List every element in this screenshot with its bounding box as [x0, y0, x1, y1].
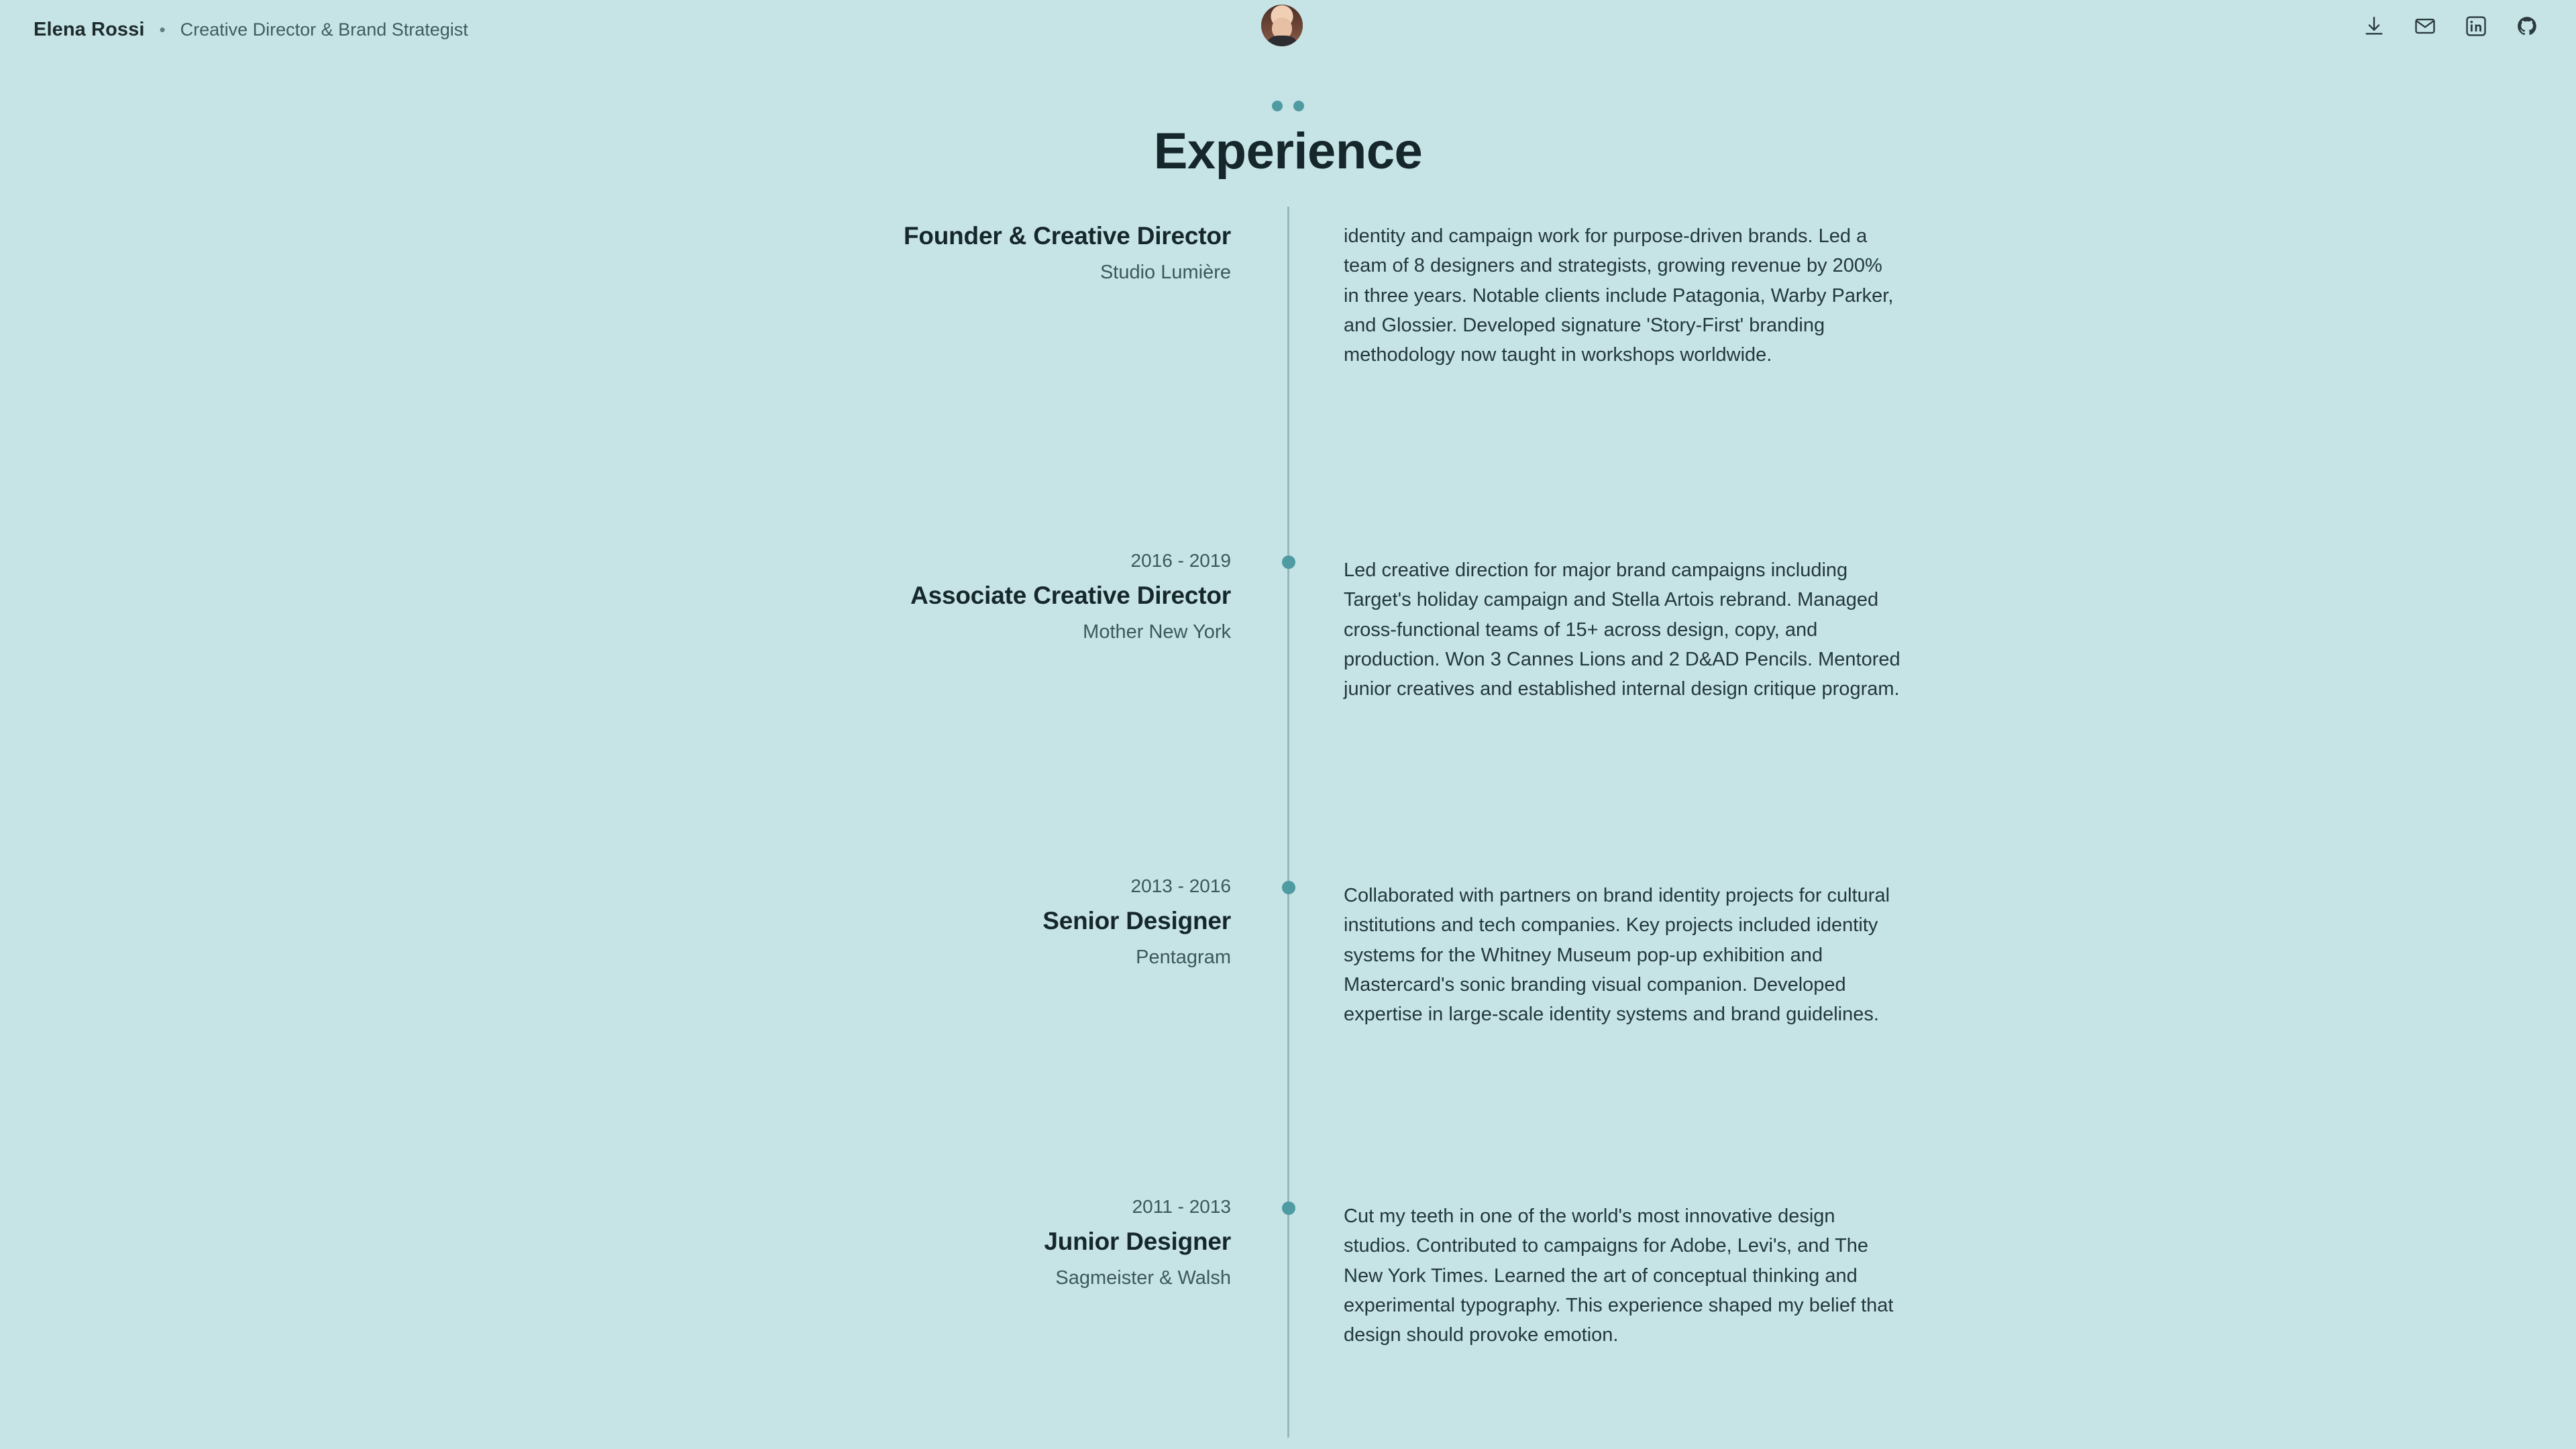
top-bar — [0, 0, 2576, 59]
experience-entry-left — [590, 1196, 1231, 1289]
email-icon — [2414, 15, 2436, 38]
github-icon — [2516, 15, 2538, 38]
brand-name: Elena Rossi — [34, 18, 145, 40]
brand-separator: • — [159, 19, 166, 40]
experience-company: Sagmeister & Walsh — [1055, 1267, 1231, 1289]
experience-dates: 2016 - 2019 — [1130, 550, 1231, 571]
experience-company: Pentagram — [1136, 947, 1231, 969]
download-button[interactable] — [2363, 15, 2385, 38]
section-dots — [0, 101, 2576, 111]
download-icon — [2363, 15, 2385, 38]
experience-role: Founder & Creative Director — [903, 222, 1231, 250]
section-dot — [1293, 101, 1304, 111]
experience-timeline — [0, 201, 2576, 1449]
section-dot — [1272, 101, 1283, 111]
experience-entry-left — [590, 875, 1231, 969]
experience-role: Junior Designer — [1044, 1228, 1231, 1255]
experience-company: Studio Lumière — [1099, 262, 1231, 284]
timeline-bullet — [1282, 555, 1295, 569]
top-icon-group — [2363, 15, 2538, 38]
experience-description: Collaborated with partners on brand identity projects for cultural institutions and tech companies. Key projects included identity systems for the Whitney Museum pop-up exhibition and Mastercard's sonic branding visual companion. Developed expertise in large-scale identity systems and brand guidelines. — [1344, 885, 1890, 1026]
experience-role: Senior Designer — [1042, 907, 1231, 934]
email-button[interactable] — [2414, 15, 2436, 38]
page-title: Experience — [1153, 123, 1423, 180]
avatar — [1261, 5, 1303, 46]
linkedin-icon — [2465, 15, 2487, 38]
experience-company: Mother New York — [1083, 621, 1231, 643]
experience-entry-left — [590, 550, 1231, 643]
experience-description: Cut my teeth in one of the world's most innovative design studios. Contributed to campaigns for Adobe, Levi's, and The New York Times. Learned the art of conceptual thinking and experimental typography. This experience shaped my belief that design should provoke emotion. — [1344, 1205, 1894, 1346]
github-button[interactable] — [2516, 15, 2538, 38]
linkedin-button[interactable] — [2465, 15, 2487, 38]
timeline-axis — [1287, 207, 1289, 1438]
experience-entry-left — [590, 221, 1231, 284]
experience-description: identity and campaign work for purpose-driven brands. Led a team of 8 designers and strategists, growing revenue by 200% in three years. Notable clients include Patagonia, Warby Parker, and Glossier. Developed signature 'Story-First' branding methodology now taught in workshops worldwide. — [1344, 225, 1894, 366]
experience-role: Associate Creative Director — [910, 582, 1231, 609]
brand — [34, 19, 468, 41]
avatar-image — [1261, 5, 1303, 46]
timeline-bullet — [1282, 1201, 1295, 1215]
experience-dates: 2011 - 2013 — [1132, 1196, 1231, 1217]
brand-role: Creative Director & Brand Strategist — [180, 19, 468, 40]
timeline-bullet — [1282, 881, 1295, 894]
experience-description: Led creative direction for major brand campaigns including Target's holiday campaign and Stella Artois rebrand. Managed cross-functional teams of 15+ across design, copy, and production. Won 3 Cannes Lions and 2 D&AD Pencils. Mentored junior creatives and established internal design critique program. — [1344, 559, 1900, 700]
experience-dates: 2013 - 2016 — [1130, 875, 1231, 896]
